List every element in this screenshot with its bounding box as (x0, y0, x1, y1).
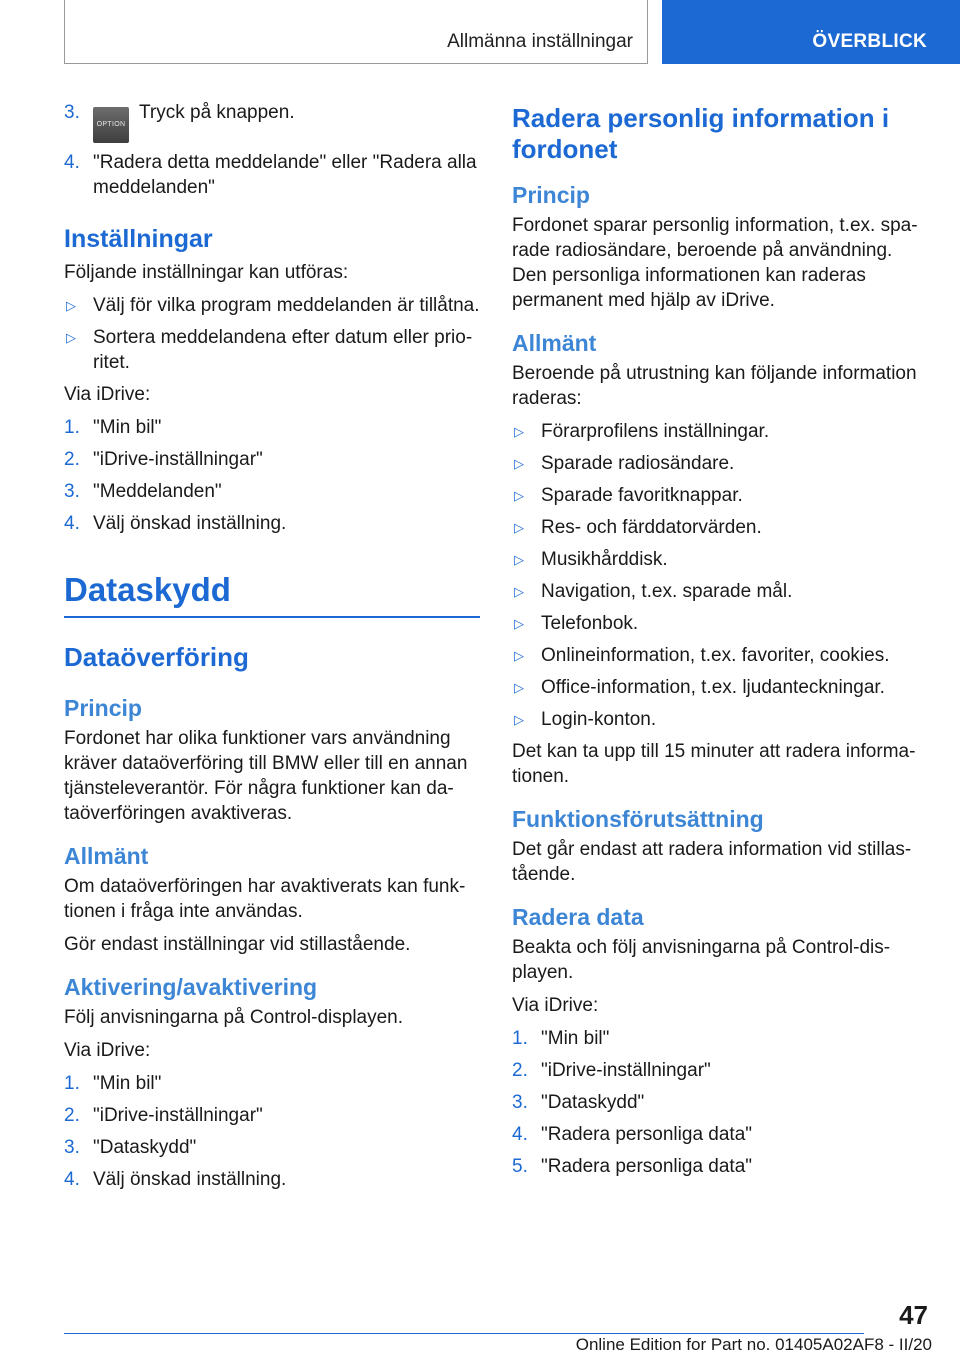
list-item: 3. "Dataskydd" (512, 1092, 645, 1113)
general-text: Beroende på utrustning kan följande information raderas: (512, 363, 917, 409)
list-item: ▷ Telefonbok. (514, 613, 639, 634)
list-item: 3. OPTIONTryck på knappen. (64, 100, 480, 143)
header-tab-overview[interactable] (662, 0, 960, 64)
right-column (512, 100, 932, 1186)
principle-text: Fordonet har olika funktioner vars användning kräver dataöverföring till BMW eller till en annan tjänsteleverantör. För några funktioner kan dataöverföringen avaktiveras. (64, 728, 468, 824)
triangle-bullet-icon: ▷ (514, 456, 524, 471)
list-item: 4. "Radera personliga data" (512, 1124, 753, 1145)
triangle-bullet-icon: ▷ (66, 298, 76, 313)
list-item: 1. "Min bil" (64, 1073, 162, 1094)
list-item: 4. "Radera detta meddelande" eller "Radera alla meddelanden" (64, 150, 480, 200)
heading-general: Allmänt (512, 330, 597, 356)
via-idrive: Via iDrive: (512, 995, 599, 1016)
option-button-icon: OPTION (93, 107, 129, 143)
heading-delete-personal-info: Radera personlig information i fordonet (512, 103, 890, 164)
header-tab-label: ÖVERBLICK (812, 31, 927, 52)
triangle-bullet-icon: ▷ (514, 520, 524, 535)
via-idrive: Via iDrive: (64, 1040, 151, 1061)
triangle-bullet-icon: ▷ (514, 424, 524, 439)
list-item: 3. "Dataskydd" (64, 1137, 197, 1158)
left-column (64, 100, 480, 1199)
footer-edition: Online Edition for Part no. 01405A02AF8 - II/20 (575, 1335, 932, 1354)
activation-text: Följ anvisningarna på Control-displayen. (64, 1007, 404, 1028)
heading-general: Allmänt (64, 843, 149, 869)
list-item: 5. "Radera personliga data" (512, 1156, 753, 1177)
list-item: 1. "Min bil" (64, 417, 162, 438)
delete-data-text: Beakta och följ anvisningarna på Control-displayen. (512, 937, 891, 983)
list-item: ▷ Office-information, t.ex. ljudanteckningar. (514, 677, 885, 698)
triangle-bullet-icon: ▷ (514, 584, 524, 599)
list-item: ▷ Välj för vilka program meddelanden är tillåtna. (66, 295, 480, 316)
list-item: ▷ Res- och färddatorvärden. (514, 517, 762, 538)
settings-intro: Följande inställningar kan utföras: (64, 262, 349, 283)
triangle-bullet-icon: ▷ (514, 712, 524, 727)
footer-divider (64, 1333, 864, 1334)
list-item: 2. "iDrive-inställningar" (64, 1105, 263, 1126)
header-section-box (64, 0, 648, 64)
heading-principle: Princip (512, 182, 590, 208)
heading-data-transfer: Dataöverföring (64, 642, 249, 672)
triangle-bullet-icon: ▷ (514, 552, 524, 567)
via-idrive: Via iDrive: (64, 384, 151, 405)
heading-delete-data: Radera data (512, 904, 644, 930)
triangle-bullet-icon: ▷ (514, 616, 524, 631)
list-item: ▷ Förarprofilens inställningar. (514, 421, 770, 442)
heading-principle: Princip (64, 695, 142, 721)
heading-data-protection: Dataskydd (64, 570, 480, 618)
list-item: ▷ Login-konton. (514, 709, 657, 730)
triangle-bullet-icon: ▷ (66, 330, 76, 345)
heading-settings: Inställningar (64, 225, 213, 253)
step-text: "Radera detta meddelande" eller "Radera alla meddelanden" (93, 152, 477, 198)
list-item: 1. "Min bil" (512, 1028, 610, 1049)
principle-text: Fordonet sparar personlig information, t.ex. sparade radiosändare, beroende på användning. Den personliga informationen kan raderas permanent med hjälp av iDrive. (512, 215, 918, 311)
triangle-bullet-icon: ▷ (514, 488, 524, 503)
general-text-2: Gör endast inställningar vid stillastående. (64, 934, 411, 955)
list-item: 4. Välj önskad inställning. (64, 513, 287, 534)
list-item: ▷ Navigation, t.ex. sparade mål. (514, 581, 793, 602)
duration-note: Det kan ta upp till 15 minuter att radera informationen. (512, 741, 916, 787)
list-item: ▷ Onlineinformation, t.ex. favoriter, cookies. (514, 645, 890, 666)
triangle-bullet-icon: ▷ (514, 680, 524, 695)
list-item: 2. "iDrive-inställningar" (64, 449, 263, 470)
page-number: 47 (899, 1300, 928, 1330)
list-item: ▷ Musikhårddisk. (514, 549, 668, 570)
list-item: ▷ Sparade radiosändare. (514, 453, 735, 474)
list-item: ▷ Sparade favoritknappar. (514, 485, 743, 506)
triangle-bullet-icon: ▷ (514, 648, 524, 663)
list-item: 2. "iDrive-inställningar" (512, 1060, 711, 1081)
list-item: 3. "Meddelanden" (64, 481, 222, 502)
list-item: 4. Välj önskad inställning. (64, 1169, 287, 1190)
heading-activation: Aktivering/avaktivering (64, 974, 318, 1000)
function-requirement-text: Det går endast att radera information vid stillastående. (512, 839, 912, 885)
heading-function-requirement: Funktionsförutsättning (512, 806, 764, 832)
general-text-1: Om dataöverföringen har avaktiverats kan funktionen i fråga inte användas. (64, 876, 466, 922)
step-text: Tryck på knappen. (139, 102, 295, 123)
header-section-title: Allmänna inställningar (447, 31, 633, 52)
list-item: ▷ Sortera meddelandena efter datum eller prioritet. (66, 327, 473, 373)
